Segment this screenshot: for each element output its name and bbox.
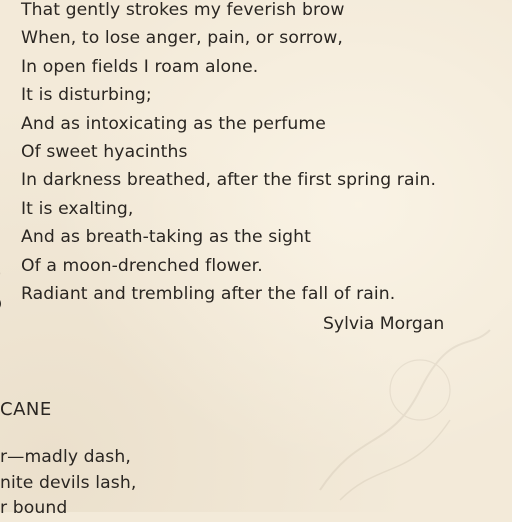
poem-line: Of a moon-drenched flower. — [21, 255, 263, 276]
poem-line: And as breath-taking as the sight — [21, 227, 311, 248]
poem-author: Sylvia Morgan — [323, 314, 445, 334]
poem-line: r—madly dash, — [0, 447, 131, 467]
floral-ornament-icon — [0, 252, 18, 332]
poem-body — [21, 0, 501, 308]
poem-line: Of sweet hyacinths — [21, 141, 188, 162]
poem-line: Radiant and trembling after the fall of rain. — [21, 283, 396, 304]
next-poem-title: CANE — [0, 399, 52, 420]
show-through-illustration — [300, 310, 500, 510]
poem-line: nite devils lash, — [0, 472, 137, 493]
poem-line: That gently strokes my feverish brow — [21, 0, 345, 20]
poem-line: When, to lose anger, pain, or sorrow, — [21, 28, 343, 49]
poem-line: r bound — [0, 498, 68, 518]
next-poem-body — [0, 445, 136, 522]
poem-line: In open fields I roam alone. — [21, 56, 259, 77]
poem-line: It is disturbing; — [21, 85, 152, 106]
poem-line: In darkness breathed, after the first spring rain. — [21, 170, 437, 191]
poem-line: It is exalting, — [21, 198, 134, 219]
poem-line: And as intoxicating as the perfume — [21, 113, 326, 134]
